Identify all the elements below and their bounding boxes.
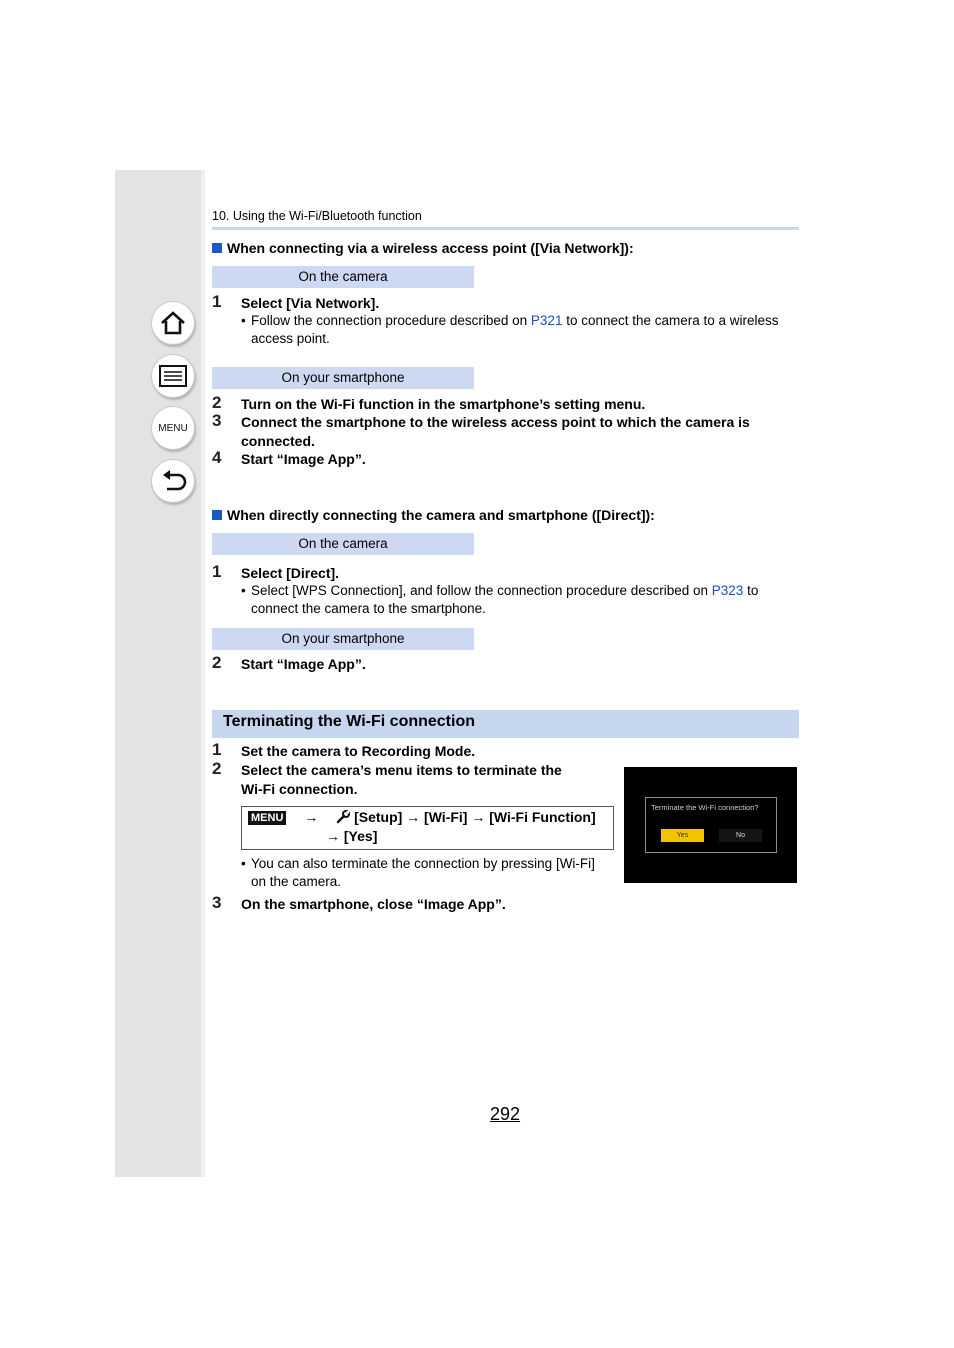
breadcrumb: 10. Using the Wi-Fi/Bluetooth function (212, 209, 422, 223)
wrench-icon (336, 810, 350, 824)
step-note: • Follow the connection procedure described on P321 to connect the camera to a wireless access point. (241, 313, 779, 346)
step-recording-mode: Set the camera to Recording Mode. (241, 743, 476, 759)
contents-list-button[interactable] (151, 354, 195, 398)
camera-no-option: No (719, 829, 762, 842)
step-select-direct: Select [Direct]. (241, 565, 340, 581)
camera-dialog (645, 797, 777, 853)
step-note: • You can also terminate the connection by pressing [Wi-Fi] on the camera. (241, 856, 595, 889)
step-number: 1 (212, 740, 222, 759)
step-select-via-network: Select [Via Network]. (241, 295, 380, 311)
square-bullet-icon (212, 243, 222, 253)
step-number: 1 (212, 562, 222, 581)
home-button[interactable] (151, 301, 195, 345)
step-note: • Select [WPS Connection], and follow the connection procedure described on P323 to connect the camera to the smartphone. (241, 583, 759, 616)
camera-dialog-question: Terminate the Wi-Fi connection? (651, 803, 759, 812)
sidebar-edge (201, 170, 205, 1177)
header-rule (212, 227, 799, 230)
camera-screen-image (624, 767, 797, 883)
list-icon (158, 364, 188, 388)
step-turn-on-wifi: Turn on the Wi-Fi function in the smartphone’s setting menu. (241, 396, 646, 412)
menu-badge: MENU (248, 811, 286, 825)
on-smartphone-tag: On your smartphone (212, 367, 474, 389)
step-number: 1 (212, 292, 222, 311)
step-number: 3 (212, 893, 222, 912)
step-connect-smartphone: Connect the smartphone to the wireless access point to which the camera is connected. (241, 414, 750, 449)
direct-heading: When directly connecting the camera and smartphone ([Direct]): (212, 507, 655, 523)
step-start-image-app: Start “Image App”. (241, 451, 366, 467)
menu-path-line (248, 809, 596, 825)
on-camera-tag: On the camera (212, 266, 474, 288)
step-number: 2 (212, 393, 222, 412)
section-title: Terminating the Wi-Fi connection (223, 713, 475, 730)
page-number: 292 (490, 1104, 521, 1124)
arrow: → (304, 809, 319, 825)
home-icon (159, 309, 187, 337)
menu-button[interactable] (151, 406, 195, 450)
step-number: 4 (212, 448, 222, 467)
step-start-image-app: Start “Image App”. (241, 656, 366, 672)
square-bullet-icon (212, 510, 222, 520)
menu-path-setup: [Setup] → [Wi-Fi] → [Wi-Fi Function] (354, 809, 596, 825)
step-menu-terminate: Select the camera’s menu items to terminate the Wi-Fi connection. (241, 762, 562, 797)
step-number: 2 (212, 653, 222, 672)
back-button[interactable] (151, 459, 195, 503)
step-number: 2 (212, 759, 222, 778)
step-number: 3 (212, 411, 222, 430)
page-link-p323[interactable]: P323 (711, 583, 744, 598)
via-network-heading: When connecting via a wireless access point ([Via Network]): (212, 240, 634, 256)
back-icon (159, 467, 187, 495)
menu-path-box (241, 806, 614, 850)
on-smartphone-tag: On your smartphone (212, 628, 474, 650)
menu-label: MENU (158, 422, 188, 434)
step-close-image-app: On the smartphone, close “Image App”. (241, 896, 506, 912)
menu-path-yes: → [Yes] (326, 828, 378, 844)
page-link-p321[interactable]: P321 (530, 313, 563, 328)
on-camera-tag: On the camera (212, 533, 474, 555)
camera-yes-option: Yes (661, 829, 704, 842)
